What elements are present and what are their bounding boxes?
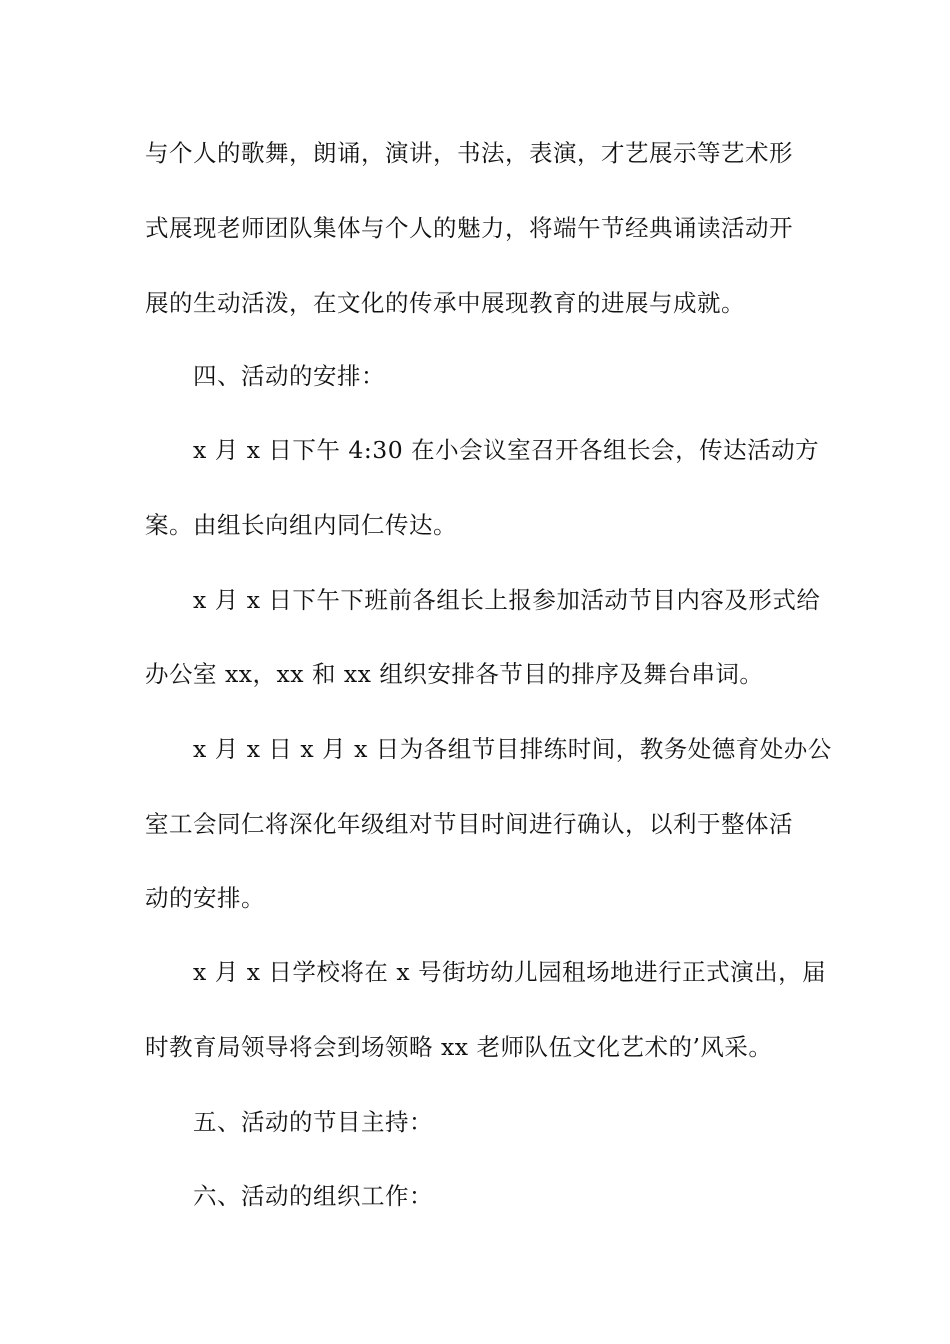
body-text-line: 与个人的歌舞，朗诵，演讲，书法，表演，才艺展示等艺术形 [145,139,793,167]
section-heading: 六、活动的组织工作： [193,1182,433,1210]
body-text-line: x 月 x 日学校将在 x 号街坊幼儿园租场地进行正式演出，届 [193,958,827,986]
body-text-line: 动的安排。 [145,884,265,912]
body-text-line: x 月 x 日 x 月 x 日为各组节目排练时间，教务处德育处办公 [193,735,832,763]
body-text-line: 展的生动活泼，在文化的传承中展现教育的进展与成就。 [145,289,745,317]
body-text-line: 式展现老师团队集体与个人的魅力，将端午节经典诵读活动开 [145,214,793,242]
body-text-line: 时教育局领导将会到场领略 xx 老师队伍文化艺术的’风采。 [145,1033,773,1061]
body-text-line: 室工会同仁将深化年级组对节目时间进行确认，以利于整体活 [145,810,793,838]
section-heading: 四、活动的安排： [193,362,385,390]
body-text-line: 案。由组长向组内同仁传达。 [145,511,457,539]
section-heading: 五、活动的节目主持： [193,1108,433,1136]
body-text-line: x 月 x 日下午下班前各组长上报参加活动节目内容及形式给 [193,586,821,614]
body-text-line: 办公室 xx，xx 和 xx 组织安排各节目的排序及舞台串词。 [145,660,764,688]
body-text-line: x 月 x 日下午 4:30 在小会议室召开各组长会，传达活动方 [193,436,820,464]
